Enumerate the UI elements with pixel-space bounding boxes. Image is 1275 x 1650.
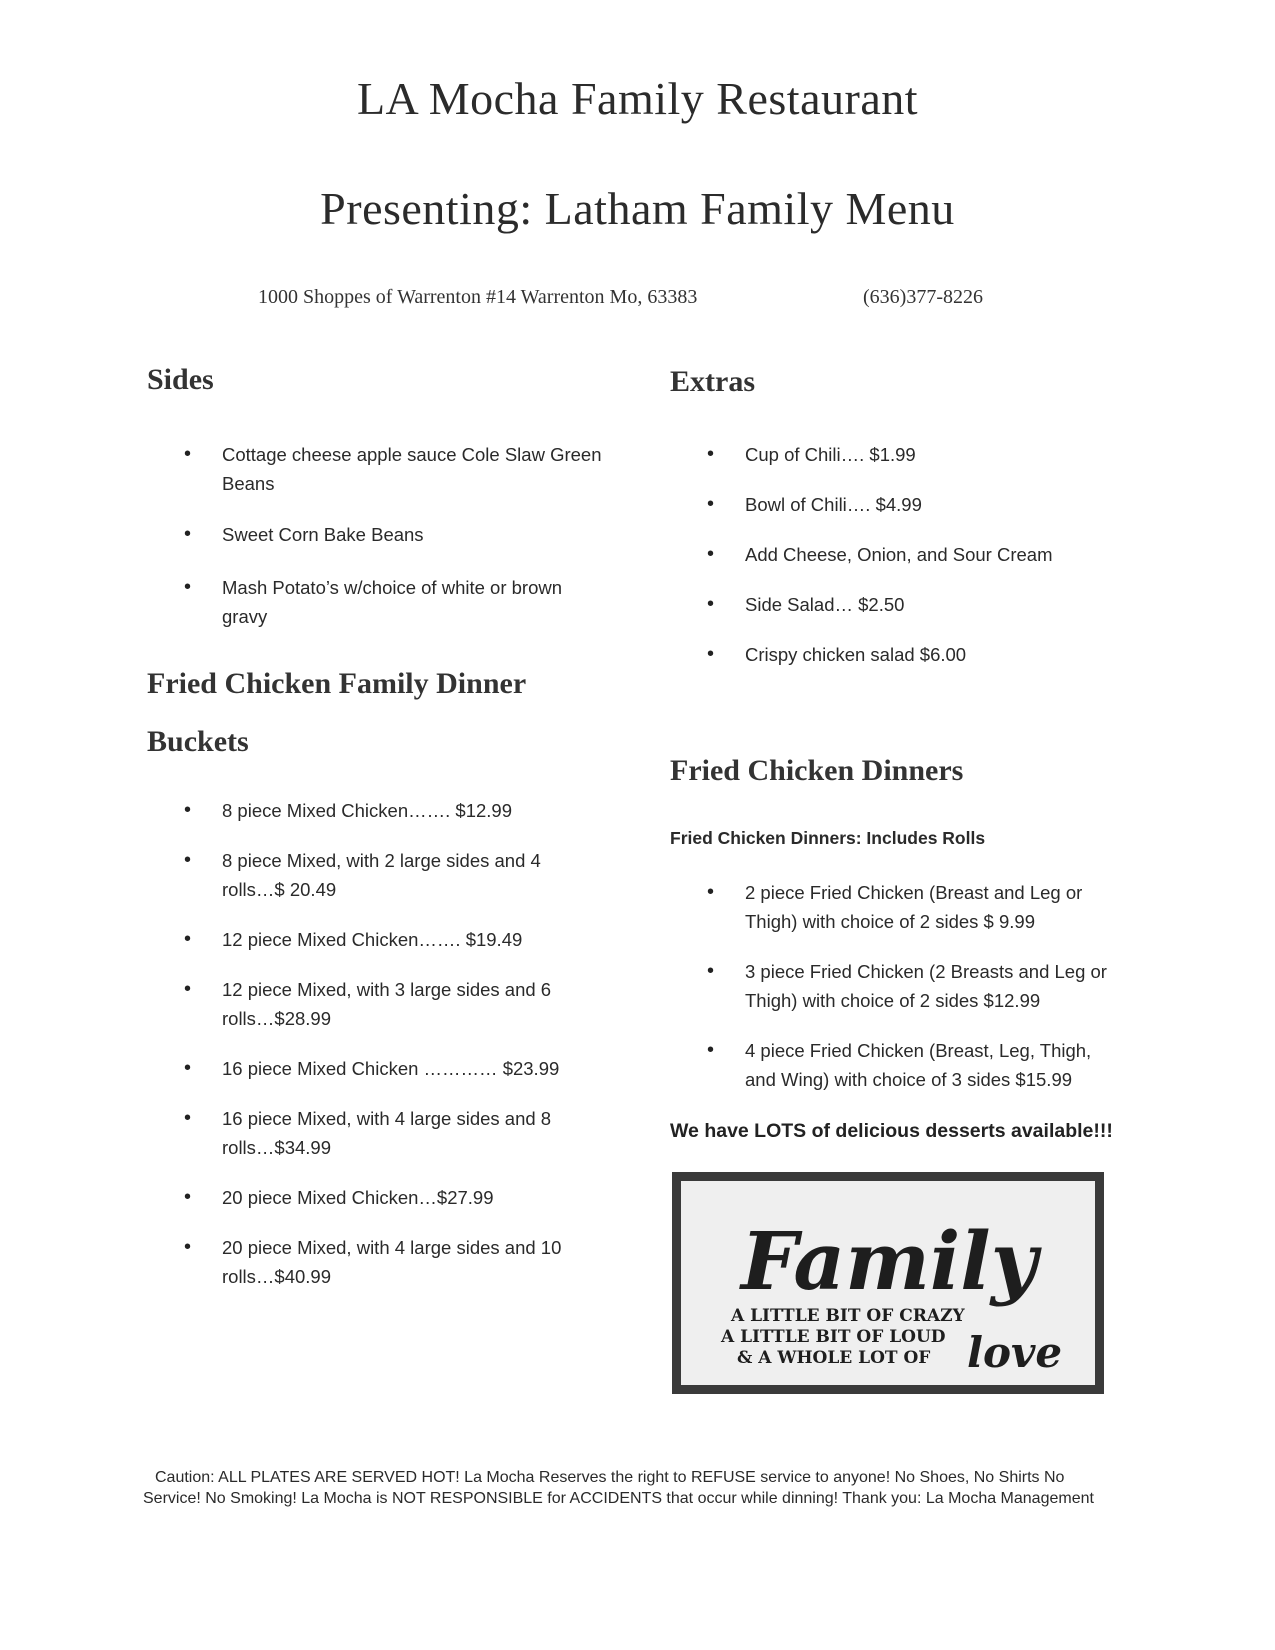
caution-notice: Caution: ALL PLATES ARE SERVED HOT! La Mocha Reserves the right to REFUSE service to anyone! No Shoes, No Shirts No Service! No Smoking! La Mocha is NOT RESPONSIBLE for ACCIDENTS that occur while dinning! Thank you: La Mocha Management <box>143 1469 1094 1507</box>
list-item: • Sweet Corn Bake Beans <box>184 520 604 549</box>
list-item: • 3 piece Fried Chicken (2 Breasts and Leg or Thigh) with choice of 2 sides $12.99 <box>707 957 1127 1015</box>
list-item: • 8 piece Mixed, with 2 large sides and 4 rolls…$ 20.49 <box>184 846 584 904</box>
family-sign-art <box>681 1181 1095 1385</box>
buckets-list <box>184 796 584 1291</box>
extras-list <box>707 440 1187 669</box>
list-item: • 8 piece Mixed Chicken……. $12.99 <box>184 796 584 825</box>
dinners-heading: Fried Chicken Dinners <box>670 754 964 787</box>
address: 1000 Shoppes of Warrenton #14 Warrenton Mo, 63383 <box>258 286 698 308</box>
sign-line-2: A LITTLE BIT OF LOUD <box>721 1327 946 1347</box>
restaurant-title: LA Mocha Family Restaurant <box>356 73 919 124</box>
dinners-note: Fried Chicken Dinners: Includes Rolls <box>670 828 986 848</box>
sign-line-3: & A WHOLE LOT OF <box>737 1348 931 1368</box>
list-item: • 20 piece Mixed, with 4 large sides and 10 rolls…$40.99 <box>184 1233 584 1291</box>
list-item: • Side Salad… $2.50 <box>707 590 1187 619</box>
family-sign-image <box>672 1172 1104 1394</box>
dinners-list <box>707 878 1127 1094</box>
list-item: • 2 piece Fried Chicken (Breast and Leg or Thigh) with choice of 2 sides $ 9.99 <box>707 878 1127 936</box>
dessert-promo: We have LOTS of delicious desserts available!!! <box>670 1120 1113 1142</box>
buckets-heading: Buckets <box>147 725 249 758</box>
family-dinner-heading: Fried Chicken Family Dinner <box>147 667 527 700</box>
sides-heading: Sides <box>147 363 214 396</box>
list-item: • Cup of Chili…. $1.99 <box>707 440 1187 469</box>
sign-script-word: love <box>967 1328 1063 1377</box>
list-item: • 16 piece Mixed Chicken ………… $23.99 <box>184 1054 584 1083</box>
list-item: • Mash Potato’s w/choice of white or brown gravy <box>184 573 604 631</box>
list-item: • Cottage cheese apple sauce Cole Slaw Green Beans <box>184 440 604 498</box>
list-item: • 20 piece Mixed Chicken…$27.99 <box>184 1183 584 1212</box>
menu-subtitle: Presenting: Latham Family Menu <box>320 183 955 234</box>
phone-number: (636)377-8226 <box>863 286 983 308</box>
list-item: • Crispy chicken salad $6.00 <box>707 640 1187 669</box>
list-item: • 12 piece Mixed, with 3 large sides and 6 rolls…$28.99 <box>184 975 584 1033</box>
sides-list <box>184 440 604 631</box>
list-item: • 16 piece Mixed, with 4 large sides and 8 rolls…$34.99 <box>184 1104 584 1162</box>
extras-heading: Extras <box>670 365 755 398</box>
list-item: • 12 piece Mixed Chicken……. $19.49 <box>184 925 584 954</box>
list-item: • 4 piece Fried Chicken (Breast, Leg, Thigh, and Wing) with choice of 3 sides $15.99 <box>707 1036 1127 1094</box>
list-item: • Add Cheese, Onion, and Sour Cream <box>707 540 1187 569</box>
sign-word: Family <box>741 1214 1038 1308</box>
sign-line-1: A LITTLE BIT OF CRAZY <box>731 1306 965 1326</box>
list-item: • Bowl of Chili…. $4.99 <box>707 490 1187 519</box>
